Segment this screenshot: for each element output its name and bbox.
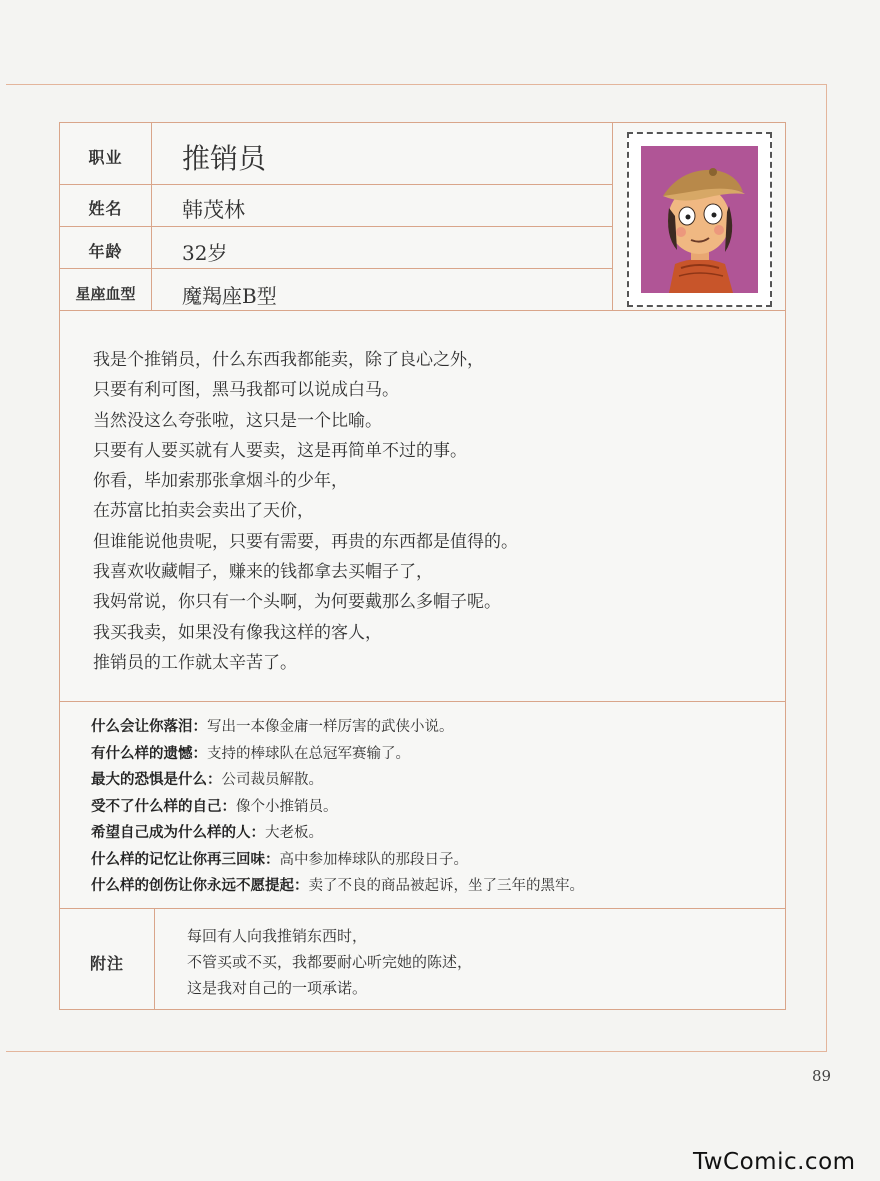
bio-line: 只要有人要买就有人要卖，这是再简单不过的事。 — [93, 440, 467, 461]
photo-column-divider — [612, 123, 613, 310]
qa-item — [91, 714, 771, 741]
age-label: 年龄 — [88, 242, 123, 261]
bio-line: 只要有利可图，黑马我都可以说成白马。 — [93, 380, 399, 401]
label-column-divider — [151, 123, 152, 310]
header-bottom-divider — [60, 310, 785, 311]
qa-question: 有什么样的遗憾： — [91, 744, 207, 762]
portrait-image — [641, 146, 758, 293]
portrait-frame — [627, 132, 772, 307]
qa-question: 什么样的记忆让你再三回味： — [91, 850, 280, 868]
qa-question: 希望自己成为什么样的人： — [91, 824, 265, 841]
occupation-value: 推销员 — [182, 142, 267, 175]
qa-item — [91, 741, 771, 768]
age-value: 32岁 — [182, 241, 228, 265]
note-column-divider — [154, 908, 155, 1009]
profile-card — [59, 122, 786, 1010]
qa-answer: 像个小推销员。 — [236, 798, 338, 815]
row-divider — [60, 184, 612, 185]
qa-answer: 写出一本像金庸一样厉害的武侠小说。 — [207, 719, 454, 735]
section-divider — [60, 701, 785, 702]
bio-text — [93, 345, 753, 678]
portrait-illustration — [641, 146, 758, 293]
bio-line: 你看，毕加索那张拿烟斗的少年， — [93, 471, 348, 492]
bio-line: 推销员的工作就太辛苦了。 — [93, 652, 297, 673]
qa-answer: 公司裁员解散。 — [221, 772, 323, 788]
qa-item — [91, 873, 771, 900]
bio-line: 我妈常说，你只有一个头啊，为何要戴那么多帽子呢。 — [93, 592, 501, 613]
sign-label: 星座血型 — [75, 285, 136, 303]
qa-item — [91, 767, 771, 794]
qa-item — [91, 794, 771, 821]
section-divider — [60, 908, 785, 909]
qa-question: 最大的恐惧是什么： — [91, 771, 222, 788]
bio-line: 我买我卖，如果没有像我这样的客人， — [93, 622, 382, 643]
qa-item — [91, 820, 771, 847]
name-value: 韩茂林 — [182, 198, 245, 222]
bio-line: 我喜欢收藏帽子，赚来的钱都拿去买帽子了， — [93, 562, 433, 583]
note-text — [187, 923, 727, 1001]
qa-answer: 支持的棒球队在总冠军赛输了。 — [207, 745, 410, 762]
watermark: TwComic.com — [693, 1149, 856, 1175]
occupation-label: 职业 — [88, 148, 123, 167]
qa-answer: 大老板。 — [265, 825, 323, 841]
qa-question: 受不了什么样的自己： — [91, 797, 236, 815]
bio-line: 当然没这么夸张啦，这只是一个比喻。 — [93, 410, 382, 431]
note-line: 不管买或不买，我都要耐心听完她的陈述， — [187, 953, 473, 971]
name-label: 姓名 — [88, 199, 123, 218]
qa-answer: 卖了不良的商品被起诉，坐了三年的黑牢。 — [308, 878, 584, 894]
note-label: 附注 — [89, 954, 124, 973]
qa-list — [91, 714, 771, 900]
row-divider — [60, 268, 612, 269]
note-line: 这是我对自己的一项承诺。 — [187, 979, 368, 997]
sign-value: 魔羯座B型 — [182, 284, 277, 308]
row-divider — [60, 226, 612, 227]
qa-question: 什么会让你落泪： — [91, 718, 207, 735]
note-line: 每回有人向我推销东西时， — [187, 927, 368, 945]
bio-line: 在苏富比拍卖会卖出了天价， — [93, 501, 314, 522]
qa-item — [91, 847, 771, 874]
bio-line: 但谁能说他贵呢，只要有需要，再贵的东西都是值得的。 — [93, 531, 518, 552]
qa-question: 什么样的创伤让你永远不愿提起： — [91, 877, 309, 894]
bio-line: 我是个推销员，什么东西我都能卖，除了良心之外， — [93, 350, 484, 370]
page-number: 89 — [812, 1067, 832, 1085]
qa-answer: 高中参加棒球队的那段日子。 — [279, 851, 468, 868]
